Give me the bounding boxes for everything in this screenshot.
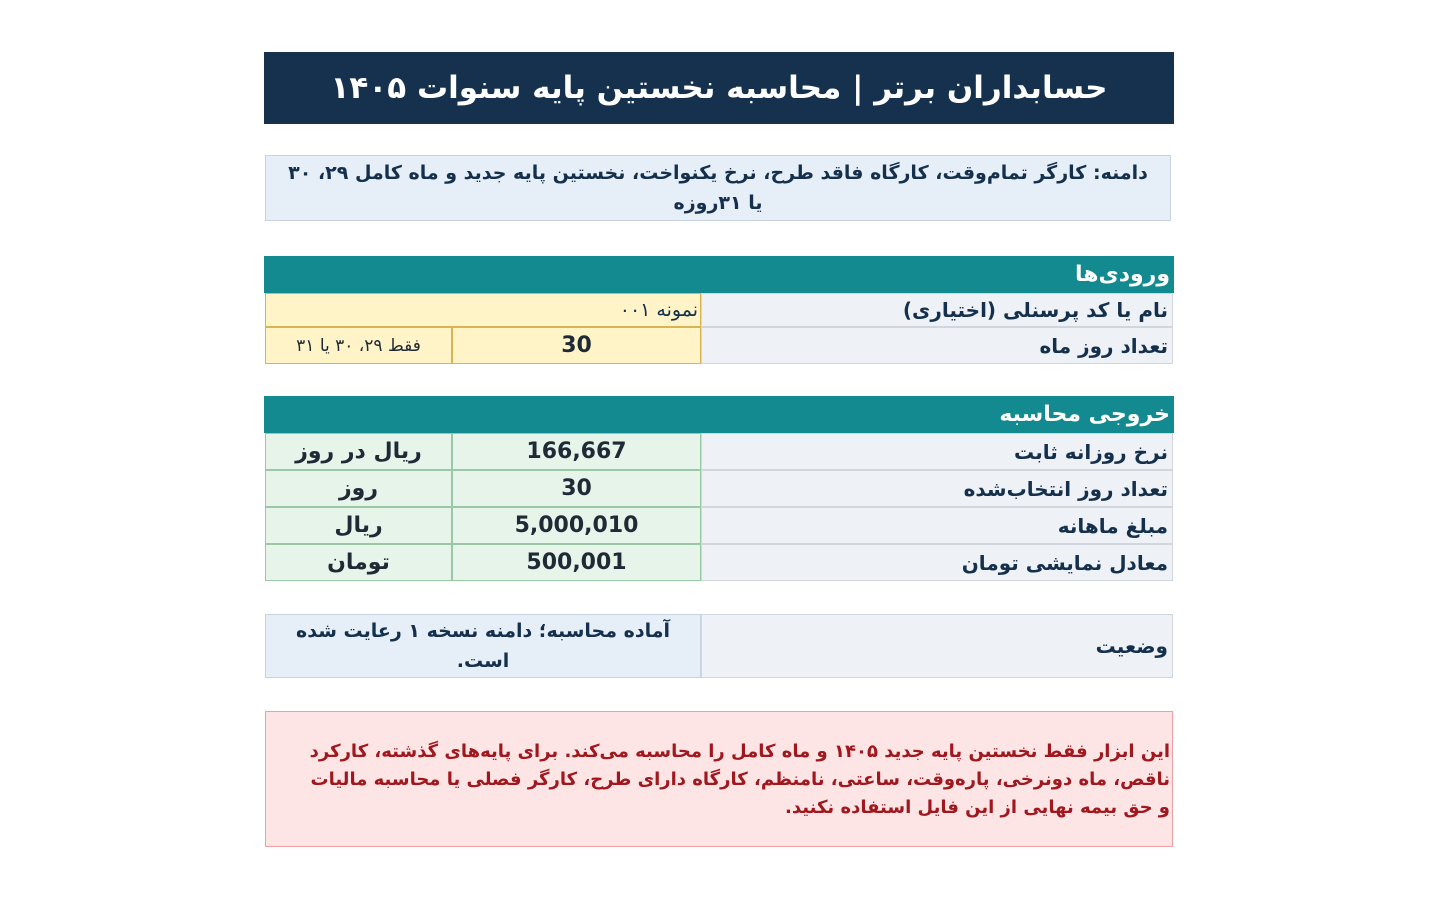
output-row (265, 470, 1173, 507)
status-value: آماده محاسبه؛ دامنه نسخه ۱ رعایت شده است. (265, 614, 701, 678)
input-row-days (265, 327, 1173, 364)
output-unit: ریال (265, 507, 452, 544)
output-unit: روز (265, 470, 452, 507)
inputs-section-header: ورودی‌ها (264, 256, 1174, 293)
output-label: تعداد روز انتخاب‌شده (701, 470, 1173, 507)
output-value: 30 (452, 470, 701, 507)
status-row (265, 614, 1173, 678)
scope-note: دامنه: کارگر تمام‌وقت، کارگاه فاقد طرح، نرخ یکنواخت، نخستین پایه جدید و ماه کامل ۲۹، ۳۰ یا ۳۱روزه (265, 155, 1171, 221)
output-row (265, 544, 1173, 581)
output-unit: تومان (265, 544, 452, 581)
output-value: 5,000,010 (452, 507, 701, 544)
warning-note: این ابزار فقط نخستین پایه جدید ۱۴۰۵ و ماه کامل را محاسبه می‌کند. برای پایه‌های گذشته، کارکرد ناقص، ماه دونرخی، پاره‌وقت، ساعتی، نامنظم، کارگاه دارای طرح، کارگر فصلی یا محاسبه مالیات و حق بیمه نهایی از این فایل استفاده نکنید. (265, 711, 1173, 847)
status-label: وضعیت (701, 614, 1173, 678)
output-label: نرخ روزانه ثابت (701, 433, 1173, 470)
output-label: مبلغ ماهانه (701, 507, 1173, 544)
page-title: حسابداران برتر | محاسبه نخستین پایه سنوات ۱۴۰۵ (264, 52, 1174, 124)
input-row-name (265, 293, 1173, 327)
output-row (265, 507, 1173, 544)
name-input[interactable]: نمونه ۰۰۱ (265, 293, 701, 327)
output-label: معادل نمایشی تومان (701, 544, 1173, 581)
name-label: نام یا کد پرسنلی (اختیاری) (701, 293, 1173, 327)
output-row (265, 433, 1173, 470)
output-unit: ریال در روز (265, 433, 452, 470)
output-value: 500,001 (452, 544, 701, 581)
days-input[interactable]: 30 (452, 327, 701, 364)
outputs-section-header: خروجی محاسبه (264, 396, 1174, 433)
days-hint: فقط ۲۹، ۳۰ یا ۳۱ (265, 327, 452, 364)
output-value: 166,667 (452, 433, 701, 470)
days-label: تعداد روز ماه (701, 327, 1173, 364)
